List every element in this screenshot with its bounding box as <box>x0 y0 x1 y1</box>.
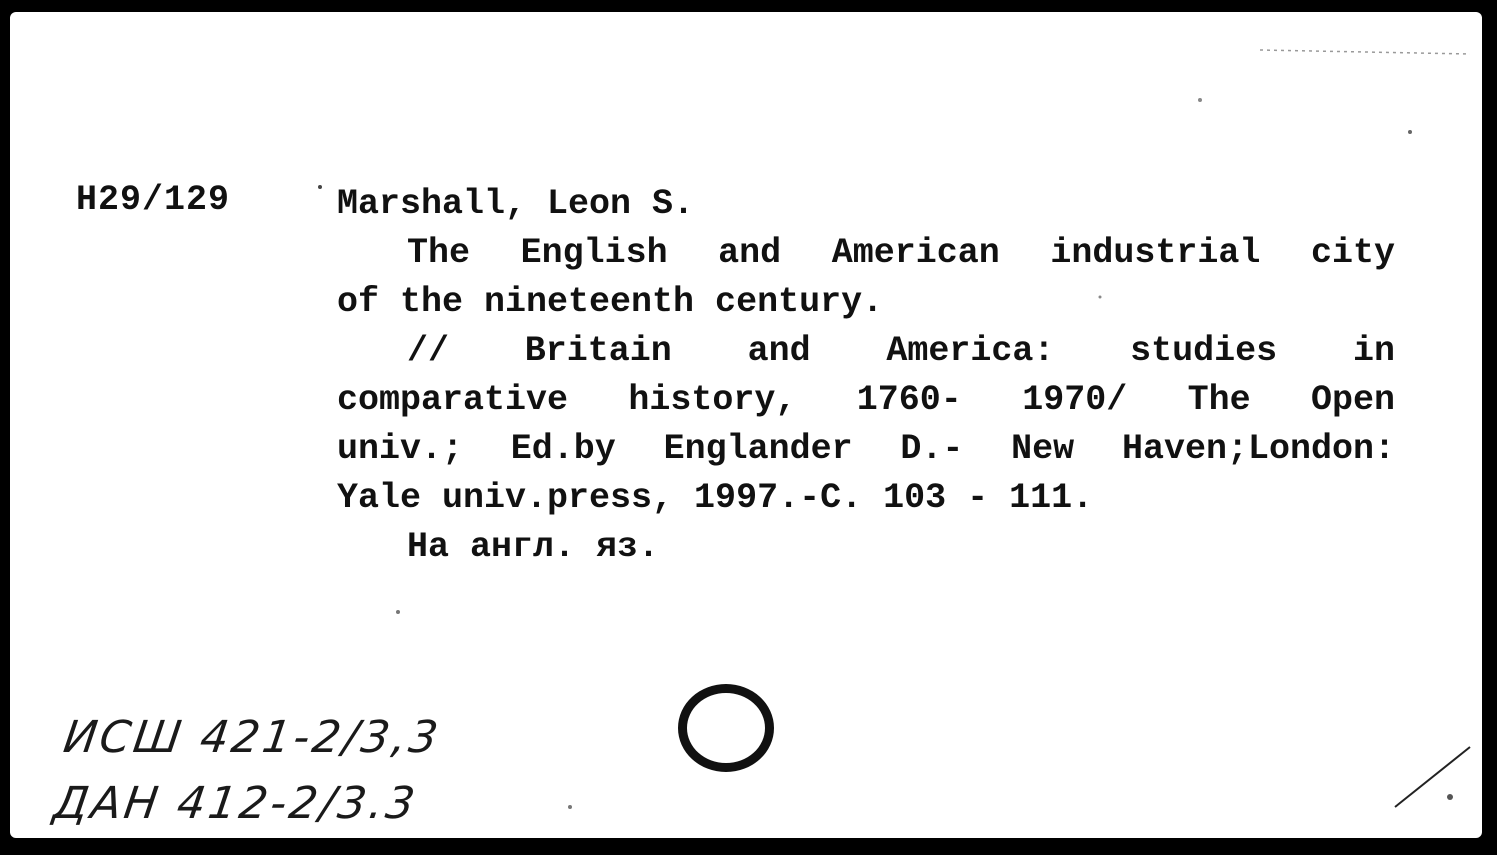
source-line-2 <box>337 376 1395 425</box>
source-word: Haven;London: <box>1121 429 1395 469</box>
source-word: comparative <box>337 380 569 420</box>
source-line-4: Yale univ.press, 1997.-C. 103 - 111. <box>337 478 1094 518</box>
scan-speck <box>1198 98 1202 102</box>
stray-pen-mark <box>1395 747 1470 807</box>
handwritten-shelfmark-1: ИСШ 421-2/3,3 <box>60 712 444 763</box>
source-word: Ed.by <box>510 429 616 469</box>
title-word: industrial <box>1050 233 1261 273</box>
source-word: // <box>407 331 450 371</box>
title-word: and <box>718 233 782 273</box>
title-word: The <box>407 233 471 273</box>
scan-speck <box>1447 794 1453 800</box>
title-word: English <box>520 233 668 273</box>
title-word: American <box>831 233 1000 273</box>
source-word: Britain <box>524 331 672 371</box>
source-word: The <box>1187 380 1251 420</box>
source-word: New <box>1011 429 1075 469</box>
language-note: На англ. яз. <box>407 527 660 567</box>
source-line-3 <box>337 425 1395 474</box>
punch-hole-circle <box>678 684 774 772</box>
handwritten-shelfmark-2: ДАН 412-2/3.3 <box>50 778 421 829</box>
source-word: univ.; <box>337 429 464 469</box>
source-word: studies <box>1130 331 1278 371</box>
source-word: D.- <box>900 429 964 469</box>
source-word: and <box>747 331 811 371</box>
source-line-1 <box>337 327 1395 376</box>
scan-speck <box>396 610 400 614</box>
scan-speck <box>568 805 572 809</box>
source-word: in <box>1352 331 1395 371</box>
title-line-2: of the nineteenth century. <box>337 282 884 322</box>
title-line-1 <box>337 229 1395 278</box>
scan-speck <box>1408 130 1412 134</box>
source-word: Englander <box>663 429 853 469</box>
scan-artifact-line <box>1260 50 1470 54</box>
source-word: America: <box>886 331 1055 371</box>
source-word: history, <box>628 380 797 420</box>
title-word: city <box>1310 233 1395 273</box>
author-line: Marshall, Leon S. <box>337 184 695 224</box>
catalog-card <box>10 12 1482 838</box>
source-word: 1970/ <box>1022 380 1128 420</box>
scan-speck <box>318 185 322 189</box>
source-word: Open <box>1310 380 1395 420</box>
bibliographic-entry <box>337 180 1397 572</box>
call-number: H29/129 <box>76 180 231 220</box>
source-word: 1760- <box>856 380 962 420</box>
